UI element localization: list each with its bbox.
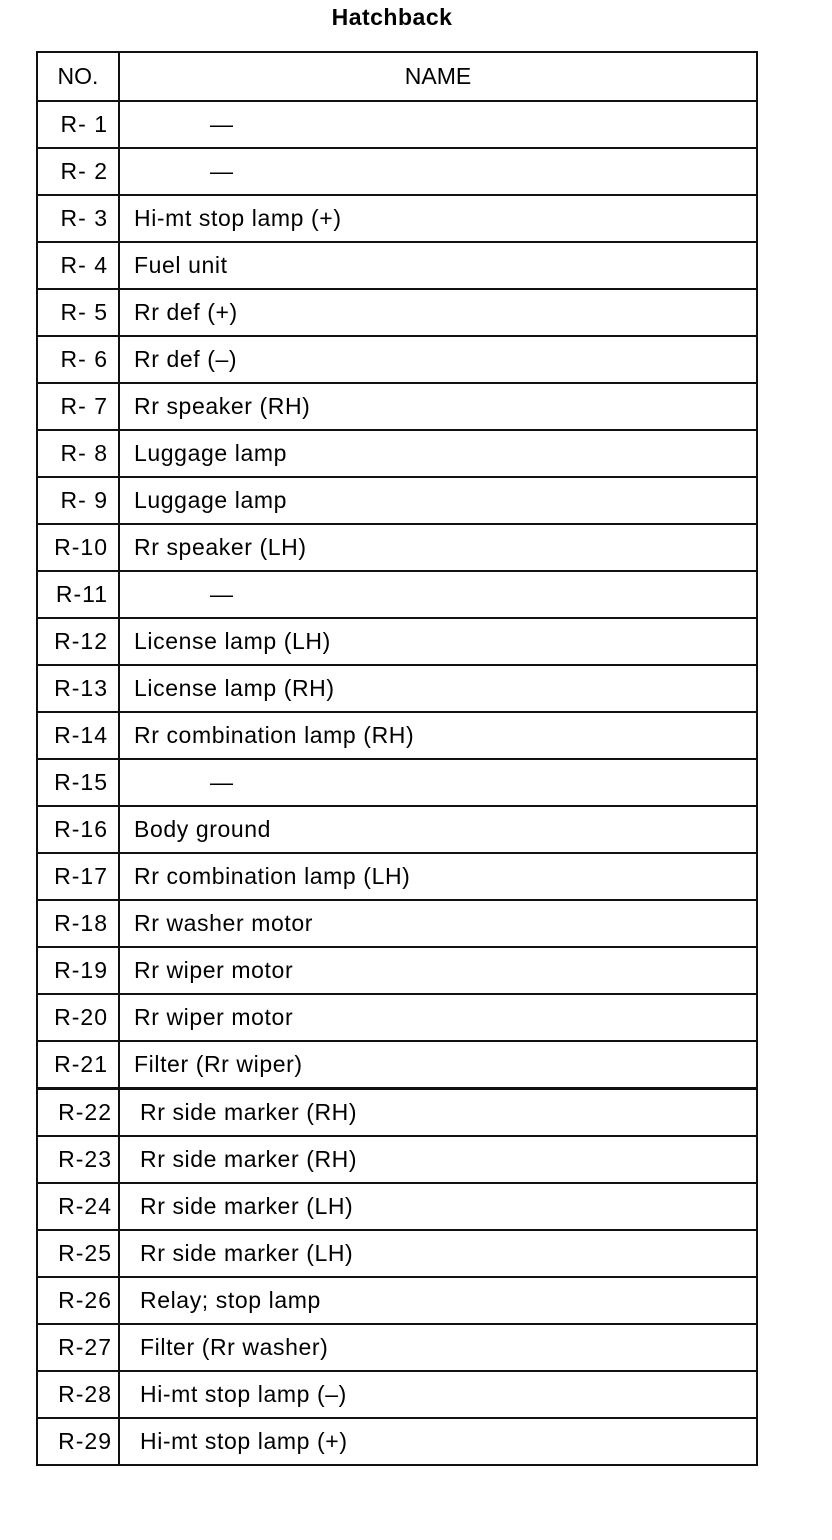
connector-number: R- 6	[37, 336, 119, 383]
connector-name: Rr def (+)	[119, 289, 757, 336]
connector-name: —	[119, 148, 757, 195]
table-row	[37, 759, 757, 806]
connector-number: R-20	[37, 994, 119, 1041]
connector-name: —	[119, 571, 757, 618]
table-row	[37, 712, 757, 759]
connector-number: R-15	[37, 759, 119, 806]
page-title: Hatchback	[331, 4, 453, 30]
connector-number: R-27	[37, 1324, 119, 1371]
table-row	[37, 289, 757, 336]
table-row	[37, 1089, 757, 1137]
table-row	[37, 618, 757, 665]
connector-name: Hi-mt stop lamp (+)	[119, 1418, 757, 1465]
table-row	[37, 1371, 757, 1418]
table-row	[37, 1324, 757, 1371]
connector-name: Rr side marker (RH)	[119, 1136, 757, 1183]
table-row	[37, 430, 757, 477]
connector-name: Rr side marker (LH)	[119, 1183, 757, 1230]
connector-table	[36, 51, 758, 1466]
connector-name: Rr speaker (RH)	[119, 383, 757, 430]
connector-name: Rr combination lamp (RH)	[119, 712, 757, 759]
table-row	[37, 1183, 757, 1230]
connector-number: R-18	[37, 900, 119, 947]
table-row	[37, 994, 757, 1041]
connector-name: Body ground	[119, 806, 757, 853]
connector-number: R-28	[37, 1371, 119, 1418]
connector-number: R-19	[37, 947, 119, 994]
connector-number: R- 8	[37, 430, 119, 477]
connector-name: Luggage lamp	[119, 430, 757, 477]
table-row	[37, 571, 757, 618]
connector-number: R-23	[37, 1136, 119, 1183]
connector-name: Filter (Rr wiper)	[119, 1041, 757, 1089]
table-row	[37, 665, 757, 712]
connector-name: Rr combination lamp (LH)	[119, 853, 757, 900]
column-header-name: NAME	[119, 52, 757, 101]
table-row	[37, 195, 757, 242]
table-row	[37, 148, 757, 195]
connector-number: R- 4	[37, 242, 119, 289]
connector-name: Rr side marker (RH)	[119, 1089, 757, 1137]
connector-name: Luggage lamp	[119, 477, 757, 524]
connector-name: Hi-mt stop lamp (–)	[119, 1371, 757, 1418]
table-header-row	[37, 52, 757, 101]
connector-number: R-21	[37, 1041, 119, 1089]
table-row	[37, 1418, 757, 1465]
table-row	[37, 853, 757, 900]
connector-number: R- 3	[37, 195, 119, 242]
table-row	[37, 806, 757, 853]
table-body	[37, 101, 757, 1465]
connector-name: —	[119, 101, 757, 148]
connector-name: Rr washer motor	[119, 900, 757, 947]
connector-name: Rr side marker (LH)	[119, 1230, 757, 1277]
connector-name: Rr wiper motor	[119, 994, 757, 1041]
connector-name: —	[119, 759, 757, 806]
table-row	[37, 336, 757, 383]
connector-number: R-11	[37, 571, 119, 618]
connector-name: License lamp (RH)	[119, 665, 757, 712]
connector-name: Rr def (–)	[119, 336, 757, 383]
connector-number: R- 5	[37, 289, 119, 336]
connector-number: R-14	[37, 712, 119, 759]
connector-name: Hi-mt stop lamp (+)	[119, 195, 757, 242]
table-row	[37, 1277, 757, 1324]
connector-number: R- 9	[37, 477, 119, 524]
connector-name: Fuel unit	[119, 242, 757, 289]
connector-name: Relay; stop lamp	[119, 1277, 757, 1324]
connector-number: R-29	[37, 1418, 119, 1465]
table-row	[37, 1136, 757, 1183]
table-row	[37, 101, 757, 148]
table-row	[37, 524, 757, 571]
table-row	[37, 242, 757, 289]
connector-number: R- 7	[37, 383, 119, 430]
connector-number: R-22	[37, 1089, 119, 1137]
connector-number: R-26	[37, 1277, 119, 1324]
connector-number: R-24	[37, 1183, 119, 1230]
table-row	[37, 900, 757, 947]
connector-number: R-13	[37, 665, 119, 712]
connector-name: Rr wiper motor	[119, 947, 757, 994]
table-row	[37, 947, 757, 994]
connector-number: R-12	[37, 618, 119, 665]
table-row	[37, 1041, 757, 1089]
column-header-no: NO.	[37, 52, 119, 101]
connector-number: R- 1	[37, 101, 119, 148]
table-row	[37, 383, 757, 430]
connector-name: Filter (Rr washer)	[119, 1324, 757, 1371]
connector-number: R- 2	[37, 148, 119, 195]
table-row	[37, 477, 757, 524]
table-row	[37, 1230, 757, 1277]
connector-number: R-17	[37, 853, 119, 900]
connector-number: R-10	[37, 524, 119, 571]
connector-name: Rr speaker (LH)	[119, 524, 757, 571]
connector-number: R-16	[37, 806, 119, 853]
connector-name: License lamp (LH)	[119, 618, 757, 665]
connector-number: R-25	[37, 1230, 119, 1277]
